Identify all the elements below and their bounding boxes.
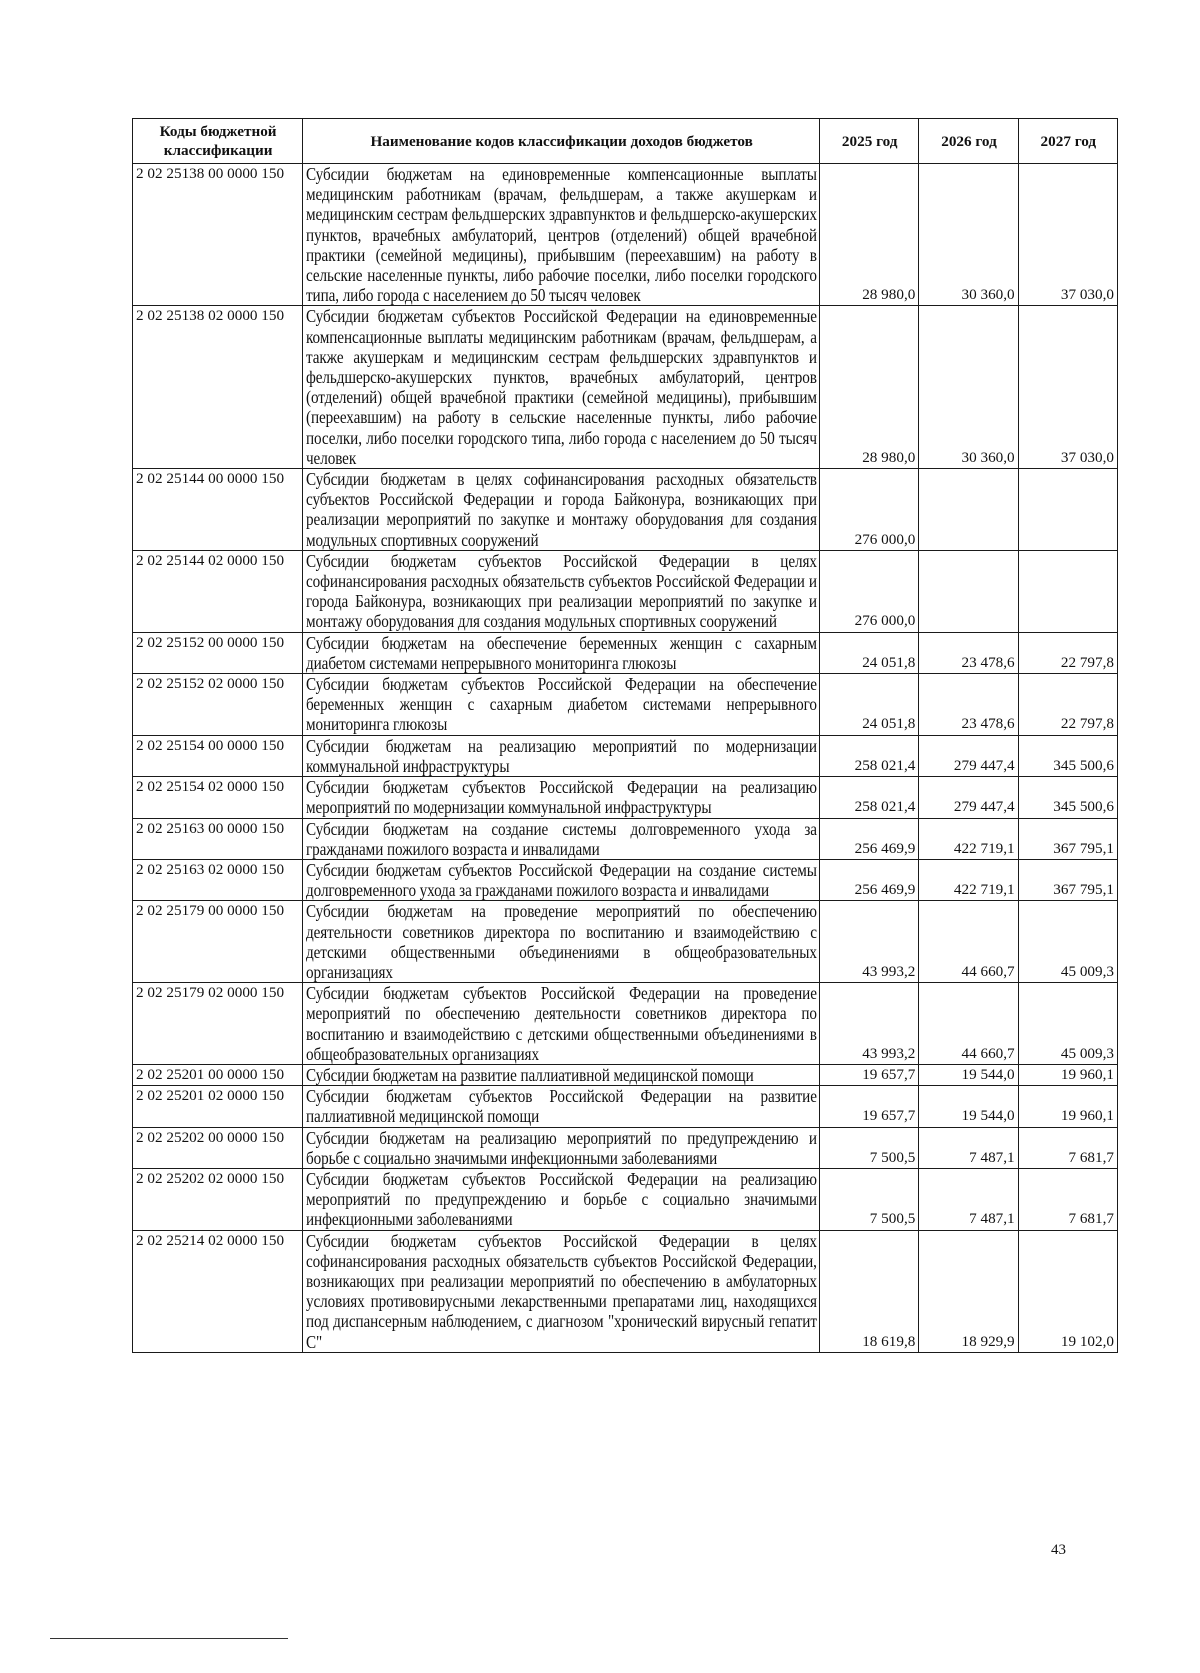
amount-2026-cell: 422 719,1 (919, 818, 1018, 859)
table-row (133, 674, 1118, 736)
table-row (133, 901, 1118, 983)
table-row (133, 735, 1118, 776)
classification-code-cell: 2 02 25154 02 0000 150 (133, 777, 303, 818)
classification-name: Субсидии бюджетам субъектов Российской Федерации в целях софинансирования расходных обязательств субъектов Российской Федерации, возникающих при реализации мероприятий по обеспечению в амбулаторных условиях противовирусными лекарственными препаратами лиц, находящихся под диспансерным наблюдением, с диагнозом "хронический вирусный гепатит С" (306, 1230, 818, 1352)
classification-name-cell (303, 901, 820, 983)
amount-2027-cell: 345 500,6 (1018, 735, 1117, 776)
table-row (133, 777, 1118, 818)
amount-2025-cell: 19 657,7 (820, 1064, 919, 1085)
classification-name-cell (303, 859, 820, 900)
amount-2025-cell: 28 980,0 (820, 306, 919, 469)
table-row (133, 632, 1118, 673)
table-row (133, 306, 1118, 469)
amount-2027-cell: 37 030,0 (1018, 164, 1117, 306)
classification-name: Субсидии бюджетам субъектов Российской Федерации на развитие паллиативной медицинской помощи (306, 1086, 818, 1127)
table-body (133, 164, 1118, 1353)
classification-name: Субсидии бюджетам на реализацию мероприятий по модернизации коммунальной инфраструктуры (306, 735, 818, 776)
classification-name-cell (303, 1168, 820, 1230)
amount-2026-cell: 279 447,4 (919, 735, 1018, 776)
table-header (133, 119, 1118, 164)
amount-2027-cell: 37 030,0 (1018, 306, 1117, 469)
classification-name: Субсидии бюджетам на обеспечение беременных женщин с сахарным диабетом системами непрерывного мониторинга глюкозы (306, 632, 818, 673)
header-code: Коды бюджетной классификации (133, 119, 303, 164)
amount-2026-cell: 19 544,0 (919, 1064, 1018, 1085)
amount-2025-cell: 256 469,9 (820, 859, 919, 900)
amount-2026-cell: 23 478,6 (919, 674, 1018, 736)
classification-name: Субсидии бюджетам субъектов Российской Федерации на проведение мероприятий по обеспечению деятельности советников директора по воспитанию и взаимодействию с детскими общественными объединениями в общеобразовательных организациях (306, 983, 818, 1064)
amount-2025-cell: 276 000,0 (820, 550, 919, 632)
amount-2026-cell: 44 660,7 (919, 901, 1018, 983)
classification-code-cell: 2 02 25144 00 0000 150 (133, 469, 303, 551)
table-row (133, 983, 1118, 1065)
classification-code-cell: 2 02 25154 00 0000 150 (133, 735, 303, 776)
classification-code-cell: 2 02 25138 00 0000 150 (133, 164, 303, 306)
amount-2027-cell: 7 681,7 (1018, 1168, 1117, 1230)
classification-name: Субсидии бюджетам субъектов Российской Федерации на единовременные компенсационные выплаты медицинским работникам (врачам, фельдшерам, а также акушеркам и медицинским сестрам фельдшерских здравпунктов и фельдшерско-акушерских пунктов, врачебных амбулаторий, центров (отделений) общей врачебной практики (семейной медицины), прибывшим (переехавшим) на работу в сельские населенные пункты, либо рабочие поселки, либо поселки городского типа, либо города с населением до 50 тысяч человек (306, 306, 818, 468)
classification-name: Субсидии бюджетам на реализацию мероприятий по предупреждению и борьбе с социально значимыми инфекционными заболеваниями (306, 1127, 818, 1168)
amount-2025-cell: 7 500,5 (820, 1168, 919, 1230)
classification-code-cell: 2 02 25152 00 0000 150 (133, 632, 303, 673)
amount-2025-cell: 258 021,4 (820, 735, 919, 776)
table-row (133, 1230, 1118, 1352)
classification-name-cell (303, 469, 820, 551)
classification-name: Субсидии бюджетам на проведение мероприятий по обеспечению деятельности советников директора по воспитанию и взаимодействию с детскими общественными объединениями в общеобразовательных организациях (306, 901, 818, 982)
table-row (133, 1086, 1118, 1127)
table-row (133, 859, 1118, 900)
classification-name-cell (303, 777, 820, 818)
amount-2026-cell: 44 660,7 (919, 983, 1018, 1065)
amount-2025-cell: 19 657,7 (820, 1086, 919, 1127)
classification-name: Субсидии бюджетам субъектов Российской Федерации на реализацию мероприятий по предупреждению и борьбе с социально значимыми инфекционными заболеваниями (306, 1168, 818, 1230)
classification-name-cell (303, 735, 820, 776)
amount-2025-cell: 7 500,5 (820, 1127, 919, 1168)
classification-name: Субсидии бюджетам в целях софинансирования расходных обязательств субъектов Российской Федерации и города Байконура, возникающих при реализации мероприятий по закупке и монтажу оборудования для создания модульных спортивных сооружений (306, 469, 818, 550)
amount-2026-cell (919, 469, 1018, 551)
amount-2027-cell: 22 797,8 (1018, 632, 1117, 673)
page-number: 43 (1051, 1542, 1066, 1558)
classification-name-cell (303, 164, 820, 306)
classification-name: Субсидии бюджетам субъектов Российской Федерации на обеспечение беременных женщин с сахарным диабетом системами непрерывного мониторинга глюкозы (306, 674, 818, 735)
amount-2025-cell: 276 000,0 (820, 469, 919, 551)
amount-2027-cell: 19 102,0 (1018, 1230, 1117, 1352)
classification-name-cell (303, 674, 820, 736)
classification-code-cell: 2 02 25201 00 0000 150 (133, 1064, 303, 1085)
header-2025: 2025 год (820, 119, 919, 164)
classification-code-cell: 2 02 25152 02 0000 150 (133, 674, 303, 736)
classification-code-cell: 2 02 25144 02 0000 150 (133, 550, 303, 632)
amount-2026-cell: 7 487,1 (919, 1127, 1018, 1168)
header-row (133, 119, 1118, 164)
amount-2025-cell: 258 021,4 (820, 777, 919, 818)
amount-2027-cell: 345 500,6 (1018, 777, 1117, 818)
amount-2026-cell: 23 478,6 (919, 632, 1018, 673)
classification-name: Субсидии бюджетам на развитие паллиативной медицинской помощи (306, 1064, 754, 1085)
amount-2026-cell: 30 360,0 (919, 306, 1018, 469)
amount-2026-cell: 18 929,9 (919, 1230, 1018, 1352)
classification-name: Субсидии бюджетам на единовременные компенсационные выплаты медицинским работникам (врачам, фельдшерам, а также акушеркам и медицинским сестрам фельдшерских здравпунктов и фельдшерско-акушерских пунктов, врачебных амбулаторий, центров (отделений) общей врачебной практики (семейной медицины), прибывшим (переехавшим) на работу в сельские населенные пункты, либо рабочие поселки, либо поселки городского типа, либо города с населением до 50 тысяч человек (306, 164, 818, 306)
amount-2027-cell: 45 009,3 (1018, 983, 1117, 1065)
amount-2027-cell (1018, 469, 1117, 551)
amount-2025-cell: 256 469,9 (820, 818, 919, 859)
amount-2025-cell: 43 993,2 (820, 901, 919, 983)
classification-name-cell (303, 1086, 820, 1127)
amount-2027-cell: 367 795,1 (1018, 859, 1117, 900)
amount-2025-cell: 18 619,8 (820, 1230, 919, 1352)
budget-income-table (132, 118, 1118, 1353)
amount-2027-cell (1018, 550, 1117, 632)
classification-name: Субсидии бюджетам на создание системы долговременного ухода за гражданами пожилого возраста и инвалидами (306, 818, 818, 859)
classification-code-cell: 2 02 25138 02 0000 150 (133, 306, 303, 469)
classification-name: Субсидии бюджетам субъектов Российской Федерации в целях софинансирования расходных обязательств субъектов Российской Федерации и города Байконура, возникающих при реализации мероприятий по закупке и монтажу оборудования для создания модульных спортивных сооружений (306, 550, 818, 632)
amount-2025-cell: 43 993,2 (820, 983, 919, 1065)
amount-2027-cell: 22 797,8 (1018, 674, 1117, 736)
amount-2027-cell: 19 960,1 (1018, 1086, 1117, 1127)
amount-2025-cell: 28 980,0 (820, 164, 919, 306)
classification-code-cell: 2 02 25214 02 0000 150 (133, 1230, 303, 1352)
header-2027: 2027 год (1018, 119, 1117, 164)
header-2026: 2026 год (919, 119, 1018, 164)
table-row (133, 1168, 1118, 1230)
classification-code-cell: 2 02 25163 00 0000 150 (133, 818, 303, 859)
classification-name-cell (303, 983, 820, 1065)
amount-2026-cell: 7 487,1 (919, 1168, 1018, 1230)
amount-2027-cell: 7 681,7 (1018, 1127, 1117, 1168)
amount-2026-cell: 30 360,0 (919, 164, 1018, 306)
classification-code-cell: 2 02 25202 00 0000 150 (133, 1127, 303, 1168)
classification-name-cell (303, 550, 820, 632)
classification-code-cell: 2 02 25179 00 0000 150 (133, 901, 303, 983)
classification-name-cell (303, 1230, 820, 1352)
table-row (133, 1127, 1118, 1168)
classification-code-cell: 2 02 25201 02 0000 150 (133, 1086, 303, 1127)
classification-name-cell (303, 818, 820, 859)
amount-2027-cell: 367 795,1 (1018, 818, 1117, 859)
classification-code-cell: 2 02 25163 02 0000 150 (133, 859, 303, 900)
footnote-rule (50, 1638, 288, 1639)
classification-name: Субсидии бюджетам субъектов Российской Федерации на реализацию мероприятий по модернизации коммунальной инфраструктуры (306, 777, 818, 818)
classification-name-cell (303, 306, 820, 469)
amount-2027-cell: 19 960,1 (1018, 1064, 1117, 1085)
classification-name-cell (303, 632, 820, 673)
amount-2027-cell: 45 009,3 (1018, 901, 1117, 983)
amount-2026-cell: 422 719,1 (919, 859, 1018, 900)
table-row (133, 1064, 1118, 1085)
table-row (133, 469, 1118, 551)
classification-name-cell (303, 1064, 820, 1085)
classification-code-cell: 2 02 25202 02 0000 150 (133, 1168, 303, 1230)
classification-code-cell: 2 02 25179 02 0000 150 (133, 983, 303, 1065)
amount-2026-cell: 279 447,4 (919, 777, 1018, 818)
classification-name: Субсидии бюджетам субъектов Российской Федерации на создание системы долговременного ухода за гражданами пожилого возраста и инвалидами (306, 859, 818, 901)
table-row (133, 550, 1118, 632)
amount-2026-cell (919, 550, 1018, 632)
header-name: Наименование кодов классификации доходов бюджетов (303, 119, 820, 164)
amount-2026-cell: 19 544,0 (919, 1086, 1018, 1127)
classification-name-cell (303, 1127, 820, 1168)
amount-2025-cell: 24 051,8 (820, 674, 919, 736)
table-row (133, 818, 1118, 859)
amount-2025-cell: 24 051,8 (820, 632, 919, 673)
table-row (133, 164, 1118, 306)
